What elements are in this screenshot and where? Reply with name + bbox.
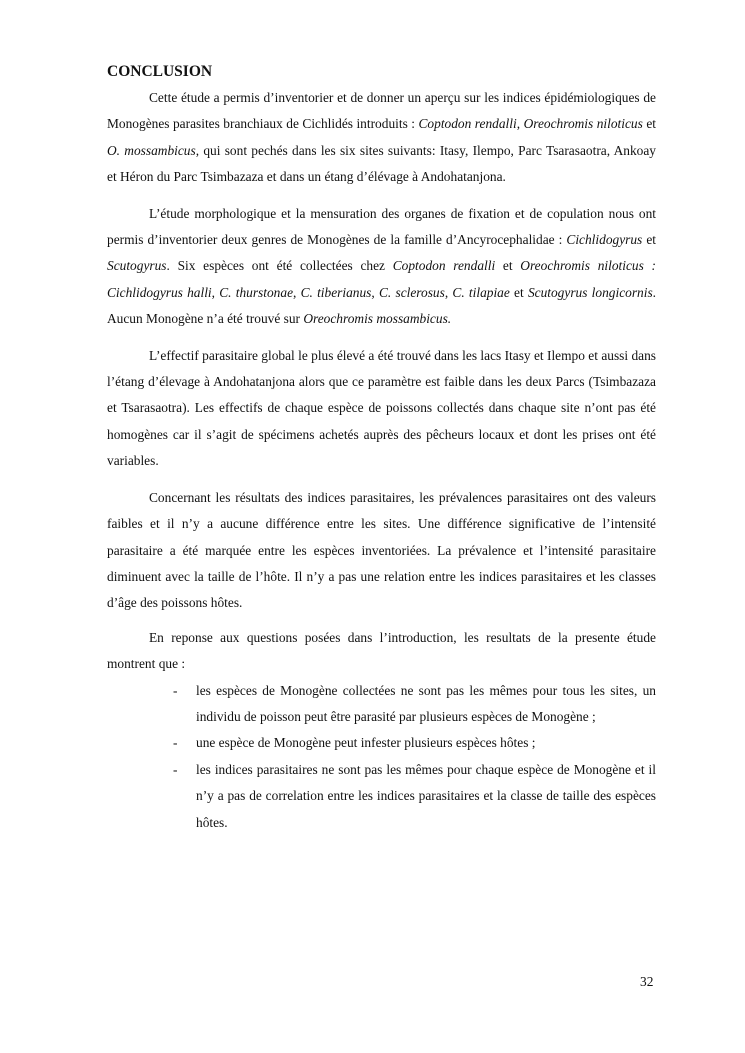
text-run: et (642, 232, 656, 248)
paragraph (107, 85, 656, 191)
text-run: , (293, 284, 301, 300)
text-run: , (371, 284, 379, 300)
text-run: et (509, 284, 528, 300)
text-run: et (495, 258, 521, 274)
text-run: , (444, 284, 453, 300)
italic-term: Coptodon rendalli (392, 258, 496, 274)
bullet-marker: - (173, 735, 178, 751)
paragraph (107, 343, 656, 475)
list-item (173, 678, 656, 731)
italic-term: C. sclerosus (378, 284, 445, 300)
text-run: . Six espèces ont été collectées chez (166, 258, 393, 274)
list-item (173, 757, 656, 836)
text-run: , (516, 116, 524, 132)
italic-term: Oreochromis niloticus (523, 116, 643, 132)
bullet-marker: - (173, 761, 178, 777)
text-run: L’effectif parasitaire global le plus élevé a été trouvé dans les lacs Itasy et Ilempo et aussi dans l’étang d’élevage à Andohatanjona alors que ce paramètre est faible dans les deux Parcs (Tsimbazaza et Tsarasaotra). Les effectifs de chaque espèce de poissons collectés dans chaque site n’ont pas été homogènes car il s’agit de spécimens achetés auprès des pêcheurs locaux et dont les prises ont été variables. (107, 347, 656, 469)
text-run: , qui sont pechés dans les six sites suivants: Itasy, Ilempo, Parc Tsarasaotra, Ankoay et Héron du Parc Tsimbazaza et dans un étang d’élévage à Andohatanjona. (107, 142, 656, 185)
text-run: En reponse aux questions posées dans l’introduction, les resultats de la presente étude montrent que : (107, 629, 656, 672)
italic-term: Scutogyrus longicornis (527, 284, 653, 300)
text-run: . Aucun Monogène n’a été trouvé sur (107, 284, 657, 327)
italic-term: Oreochromis mossambicus. (303, 311, 452, 327)
paragraph (107, 201, 656, 333)
text-run: , (211, 284, 220, 300)
bullet-marker: - (173, 682, 178, 698)
paragraph (107, 625, 656, 678)
paragraph (107, 485, 656, 617)
document-page (107, 62, 656, 836)
section-title: CONCLUSION (107, 63, 213, 80)
italic-term: Scutogyrus (107, 258, 167, 274)
text-run: et (642, 116, 656, 132)
text-run: Cette étude a permis d’inventorier et de donner un aperçu sur les indices épidémiologiques de Monogènes parasites branchiaux de Cichlidés introduits : (107, 90, 656, 132)
conclusion-list (107, 678, 656, 836)
list-item-text: une espèce de Monogène peut infester plusieurs espèces hôtes ; (196, 735, 536, 751)
italic-term: Coptodon rendalli (418, 116, 517, 132)
italic-term: C. tiberianus (300, 284, 372, 300)
text-run: Concernant les résultats des indices parasitaires, les prévalences parasitaires ont des valeurs faibles et il n’y a aucune différence entre les sites. Une différence significative de l’intensité parasitaire a été marquée entre les espèces inventoriées. La prévalence et l’intensité parasitaire diminuent avec la taille de l’hôte. Il n’y a pas une relation entre les indices parasitaires et les classes d’âge des poissons hôtes. (107, 489, 656, 611)
list-item (173, 730, 656, 756)
italic-term: C. tilapiae (452, 284, 510, 300)
italic-term: Cichlidogyrus (566, 232, 643, 248)
page-number: 32 (640, 974, 654, 989)
list-item-text: les indices parasitaires ne sont pas les mêmes pour chaque espèce de Monogène et il n’y a pas de correlation entre les indices parasitaires et la classe de taille des espèces hôtes. (196, 761, 656, 830)
italic-term: O. mossambicus (107, 142, 196, 158)
list-item-text: les espèces de Monogène collectées ne sont pas les mêmes pour tous les sites, un individu de poisson peut être parasité par plusieurs espèces de Monogène ; (196, 682, 656, 724)
italic-term: Oreochromis niloticus : Cichlidogyrus halli (107, 258, 656, 300)
italic-term: C. thurstonae (219, 284, 294, 300)
text-run: L’étude morphologique et la mensuration des organes de fixation et de copulation nous ont permis d’inventorier deux genres de Monogènes de la famille d’Ancyrocephalidae : (107, 205, 656, 248)
